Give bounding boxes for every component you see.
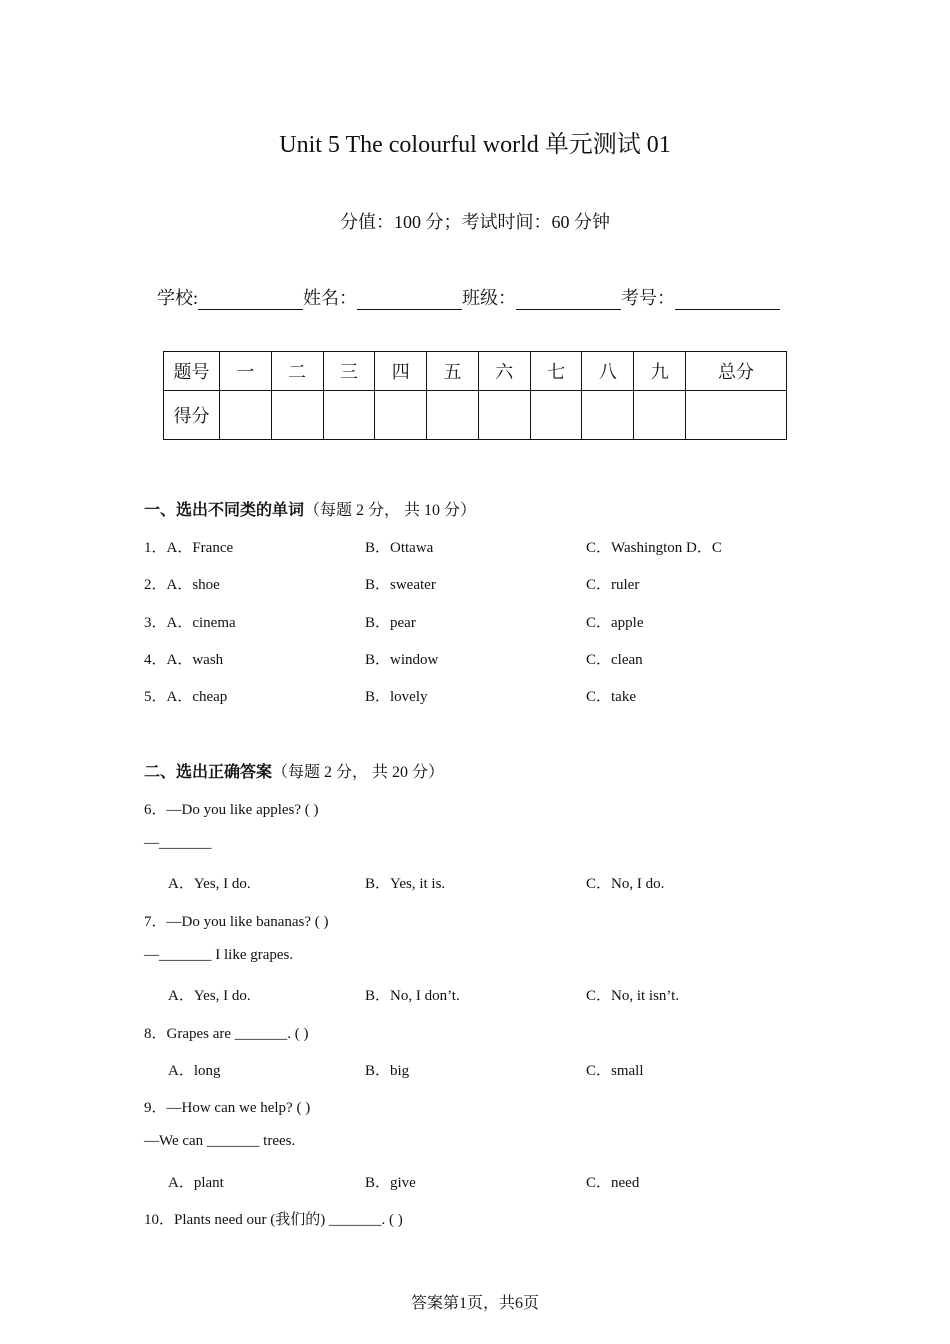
score-cell[interactable] <box>686 391 787 440</box>
score-col-total: 总分 <box>686 352 787 391</box>
q5-option-b: B．lovely <box>365 689 428 705</box>
q5-option-a: 5．A．cheap <box>144 689 228 705</box>
score-col-4: 四 <box>375 352 427 391</box>
q8-option-c: C．small <box>586 1063 644 1079</box>
q2-option-c: C．ruler <box>586 577 640 593</box>
name-blank[interactable] <box>357 291 462 310</box>
q8-stem: 8．Grapes are _______. ( ) <box>144 1026 309 1042</box>
score-col-1: 一 <box>220 352 272 391</box>
class-blank[interactable] <box>516 291 621 310</box>
score-col-6: 六 <box>478 352 530 391</box>
q1-option-a: 1．A．France <box>144 540 234 556</box>
q7-option-b: B．No, I don’t. <box>365 988 460 1004</box>
q9-stem: 9．—How can we help? ( ) <box>144 1100 311 1116</box>
q7-option-a: A．Yes, I do. <box>168 988 251 1004</box>
section-1-heading: 一、选出不同类的单词（每题 2 分， 共 10 分） <box>144 502 477 519</box>
q6-option-b: B．Yes, it is. <box>365 876 446 892</box>
q1-option-c: C．Washington D．C <box>586 540 722 556</box>
score-cell[interactable] <box>375 391 427 440</box>
q4-option-c: C．clean <box>586 652 643 668</box>
score-table <box>163 351 787 440</box>
question-number-label: 题号 <box>164 352 220 391</box>
section-2-note: （每题 2 分， 共 20 分） <box>272 764 445 781</box>
q5-option-c: C．take <box>586 689 636 705</box>
q8-option-b: B．big <box>365 1063 410 1079</box>
q6-stem: 6．—Do you like apples? ( ) <box>144 802 319 818</box>
q9-option-a: A．plant <box>168 1175 224 1191</box>
score-col-9: 九 <box>634 352 686 391</box>
exam-subtitle: 分值：100 分；考试时间：60 分钟 <box>340 212 610 232</box>
q3-option-b: B．pear <box>365 615 416 631</box>
q7-stem: 7．—Do you like bananas? ( ) <box>144 914 329 930</box>
q2-option-a: 2．A．shoe <box>144 577 220 593</box>
exam-no-label: 考号： <box>621 288 676 308</box>
score-cell[interactable] <box>582 391 634 440</box>
q3-option-a: 3．A．cinema <box>144 615 236 631</box>
q9-reply: —We can _______ trees. <box>144 1133 296 1149</box>
score-col-2: 二 <box>271 352 323 391</box>
page-footer: 答案第1页，共6页 <box>410 1295 539 1312</box>
school-blank[interactable] <box>198 291 303 310</box>
q8-option-a: A．long <box>168 1063 221 1079</box>
score-table-score-row <box>164 391 787 440</box>
score-cell[interactable] <box>478 391 530 440</box>
q7-reply: —_______ I like grapes. <box>144 947 294 963</box>
student-info-line <box>157 284 780 310</box>
score-cell[interactable] <box>427 391 479 440</box>
score-col-3: 三 <box>323 352 375 391</box>
q6-option-c: C．No, I do. <box>586 876 665 892</box>
q6-option-a: A．Yes, I do. <box>168 876 251 892</box>
score-cell[interactable] <box>634 391 686 440</box>
exam-no-blank[interactable] <box>675 291 780 310</box>
score-col-8: 八 <box>582 352 634 391</box>
score-cell[interactable] <box>530 391 582 440</box>
section-1-note: （每题 2 分， 共 10 分） <box>304 502 477 519</box>
q9-option-b: B．give <box>365 1175 416 1191</box>
q2-option-b: B．sweater <box>365 577 436 593</box>
class-label: 班级： <box>462 288 517 308</box>
q10-stem: 10．Plants need our (我们的) _______. ( ) <box>144 1212 403 1228</box>
section-2-heading: 二、选出正确答案（每题 2 分， 共 20 分） <box>144 764 445 781</box>
score-cell[interactable] <box>271 391 323 440</box>
score-label: 得分 <box>164 391 220 440</box>
q7-option-c: C．No, it isn’t. <box>586 988 680 1004</box>
score-col-7: 七 <box>530 352 582 391</box>
q3-option-c: C．apple <box>586 615 644 631</box>
q4-option-b: B．window <box>365 652 439 668</box>
q1-option-b: B．Ottawa <box>365 540 434 556</box>
q4-option-a: 4．A．wash <box>144 652 224 668</box>
q6-reply: —_______ <box>144 835 212 851</box>
page-title: Unit 5 The colourful world 单元测试 01 <box>279 132 671 158</box>
score-cell[interactable] <box>323 391 375 440</box>
score-col-5: 五 <box>427 352 479 391</box>
school-label: 学校: <box>157 288 199 308</box>
q9-option-c: C．need <box>586 1175 640 1191</box>
score-cell[interactable] <box>220 391 272 440</box>
name-label: 姓名： <box>303 288 358 308</box>
score-table-header-row <box>164 352 787 391</box>
